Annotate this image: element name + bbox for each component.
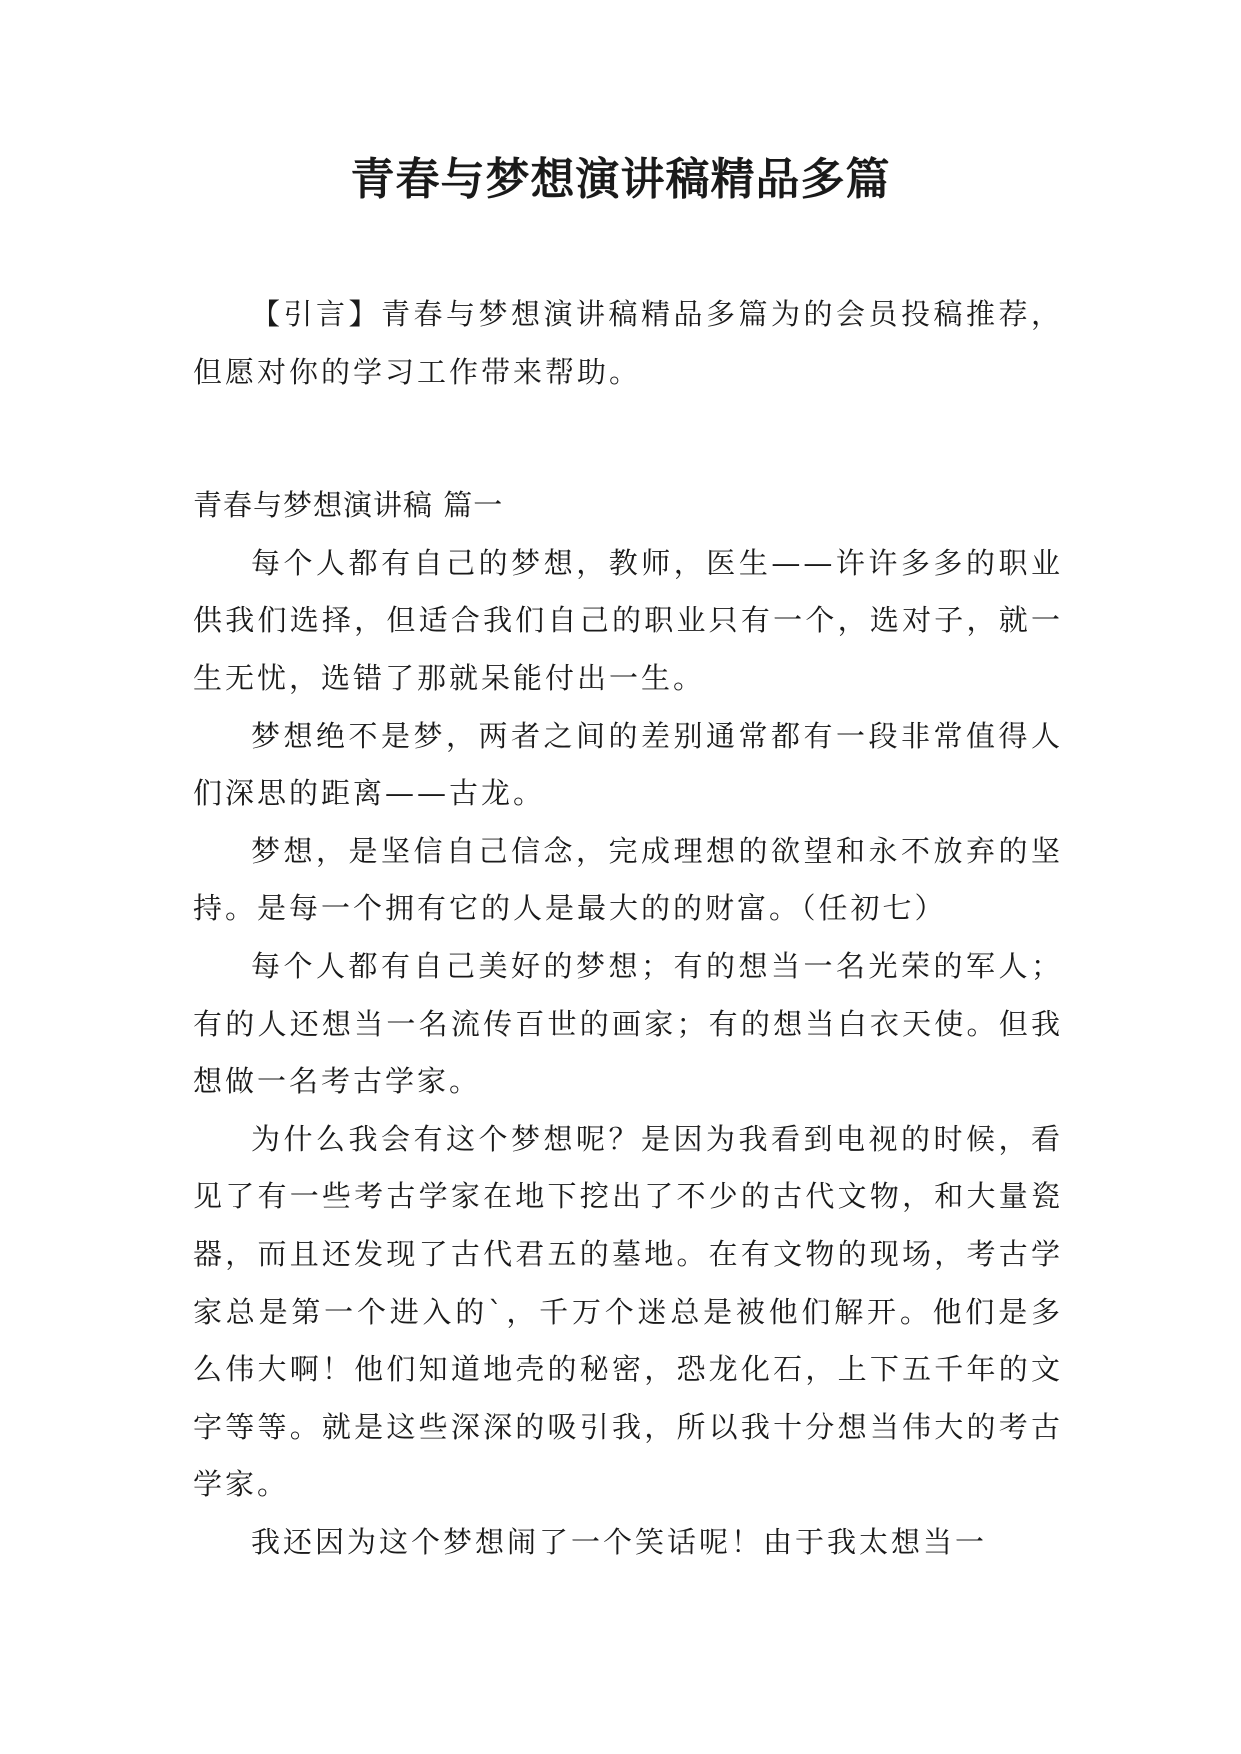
body-paragraph-4: 每个人都有自己美好的梦想；有的想当一名光荣的军人；有的人还想当一名流传百世的画家；有的想当白衣天使。但我想做一名考古学家。 xyxy=(193,948,1063,1099)
intro-paragraph: 【引言】青春与梦想演讲稿精品多篇为的会员投稿推荐，但愿对你的学习工作带来帮助。 xyxy=(193,297,1063,389)
section-heading: 青春与梦想演讲稿 篇一 xyxy=(193,488,504,523)
document-body xyxy=(193,286,1063,1571)
body-paragraph-5: 为什么我会有这个梦想呢？是因为我看到电视的时候，看见了有一些考古学家在地下挖出了不少的古代文物，和大量瓷器，而且还发现了古代君五的墓地。在有文物的现场，考古学家总是第一个进入的`，千万个迷总是被他们解开。他们是多么伟大啊！他们知道地壳的秘密，恐龙化石，上下五千年的文字等等。就是这些深深的吸引我，所以我十分想当伟大的考古学家。 xyxy=(193,1121,1063,1502)
body-paragraph-3: 梦想，是坚信自己信念，完成理想的欲望和永不放弃的坚持。是每一个拥有它的人是最大的的财富。（任初七） xyxy=(193,833,1063,926)
body-paragraph-1: 每个人都有自己的梦想，教师，医生——许许多多的职业供我们选择，但适合我们自己的职业只有一个，选对子，就一生无忧，选错了那就呆能付出一生。 xyxy=(193,545,1063,695)
body-paragraph-2: 梦想绝不是梦，两者之间的差别通常都有一段非常值得人们深思的距离——古龙。 xyxy=(193,718,1063,811)
body-paragraph-6: 我还因为这个梦想闹了一个笑话呢！由于我太想当一 xyxy=(251,1524,988,1559)
document-title: 青春与梦想演讲稿精品多篇 xyxy=(350,154,891,205)
